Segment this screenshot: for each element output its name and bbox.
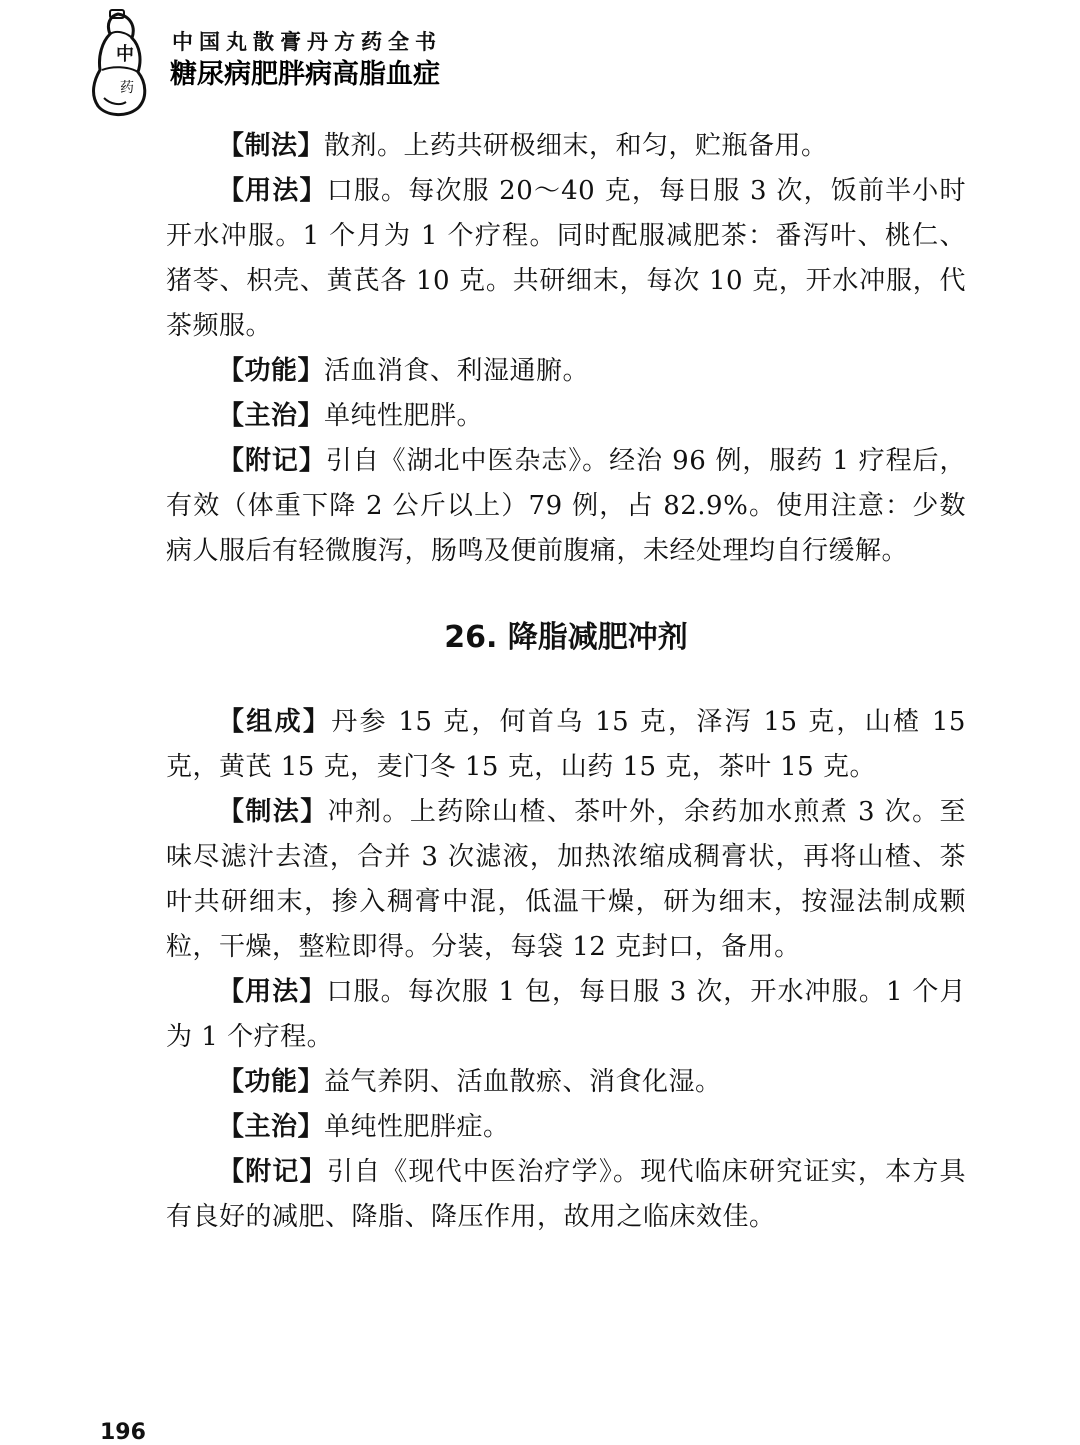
page-content xyxy=(166,124,966,1240)
section-label: 【功能】 xyxy=(218,1067,325,1097)
section-label: 【制法】 xyxy=(218,131,325,161)
recipe25-gongneng xyxy=(166,349,966,394)
section-label: 【附记】 xyxy=(218,1157,327,1187)
recipe25-fuji xyxy=(166,439,966,574)
section-text: 口服。每次服 1 包，每日服 3 次，开水冲服。1 个月为 1 个疗程。 xyxy=(166,977,966,1052)
section-text: 单纯性肥胖。 xyxy=(324,401,484,431)
recipe25-zhifa xyxy=(166,124,966,169)
gourd-logo-icon xyxy=(80,8,162,120)
section-text: 活血消食、利湿通腑。 xyxy=(324,356,590,386)
recipe26-gongneng xyxy=(166,1060,966,1105)
recipe26-zhuzhi xyxy=(166,1105,966,1150)
section-text: 丹参 15 克，何首乌 15 克，泽泻 15 克，山楂 15 克，黄芪 15 克，麦门冬 15 克，山药 15 克，茶叶 15 克。 xyxy=(166,707,966,782)
section-label: 【主治】 xyxy=(218,401,325,431)
book-title: 糖尿病肥胖病高脂血症 xyxy=(170,59,440,90)
section-label: 【用法】 xyxy=(218,176,327,206)
section-label: 【主治】 xyxy=(218,1112,325,1142)
section-text: 引自《现代中医治疗学》。现代临床研究证实，本方具有良好的减肥、降脂、降压作用，故用之临床效佳。 xyxy=(166,1157,966,1232)
recipe26-title: 26. 降脂减肥冲剂 xyxy=(444,620,688,655)
series-logo xyxy=(80,8,162,120)
section-text: 口服。每次服 20～40 克，每日服 3 次，饭前半小时开水冲服。1 个月为 1 个疗程。同时配服减肥茶：番泻叶、桃仁、猪苓、枳壳、黄芪各 10 克。共研细末，每次 10 克，开水冲服，代茶频服。 xyxy=(166,176,966,341)
section-label: 【附记】 xyxy=(218,446,326,476)
svg-text:中: 中 xyxy=(116,44,134,65)
section-label: 【组成】 xyxy=(218,707,332,737)
series-title: 中国丸散膏丹方药全书 xyxy=(172,30,442,54)
recipe25-zhuzhi xyxy=(166,394,966,439)
section-text: 单纯性肥胖症。 xyxy=(324,1112,510,1142)
section-text: 散剂。上药共研极细末，和匀，贮瓶备用。 xyxy=(324,131,828,161)
recipe26-yongfa xyxy=(166,970,966,1060)
section-text: 引自《湖北中医杂志》。经治 96 例，服药 1 疗程后，有效（体重下降 2 公斤以上）79 例，占 82.9%。使用注意：少数病人服后有轻微腹泻，肠鸣及便前腹痛，未经处理均自行缓解。 xyxy=(166,446,966,566)
section-text: 冲剂。上药除山楂、茶叶外，余药加水煎煮 3 次。至味尽滤汁去渣，合并 3 次滤液，加热浓缩成稠膏状，再将山楂、茶叶共研细末，掺入稠膏中混，低温干燥，研为细末，按湿法制成颗粒，干燥，整粒即得。分装，每袋 12 克封口，备用。 xyxy=(166,797,966,962)
section-label: 【用法】 xyxy=(218,977,327,1007)
recipe26-zucheng xyxy=(166,700,966,790)
svg-text:药: 药 xyxy=(120,80,134,96)
section-text: 益气养阴、活血散瘀、消食化湿。 xyxy=(324,1067,722,1097)
section-label: 【功能】 xyxy=(218,356,325,386)
recipe25-yongfa xyxy=(166,169,966,349)
recipe26-fuji xyxy=(166,1150,966,1240)
page-number: 196 xyxy=(100,1420,146,1445)
recipe26-zhifa xyxy=(166,790,966,970)
section-label: 【制法】 xyxy=(218,797,328,827)
